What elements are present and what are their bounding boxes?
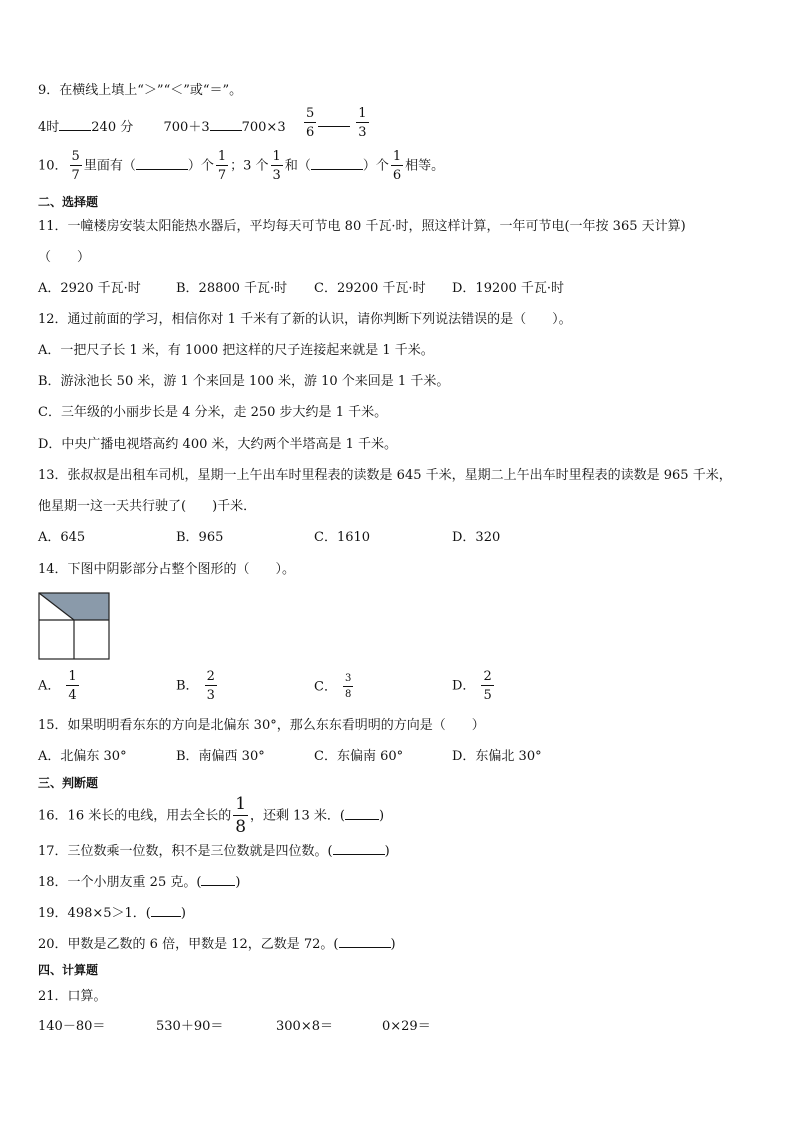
answer-blank[interactable] <box>136 158 188 170</box>
q10-text: ；3 个 <box>230 158 269 174</box>
answer-blank[interactable] <box>345 808 379 820</box>
option-d[interactable]: D．东偏北 30° <box>452 749 542 764</box>
q16-text: ) <box>378 808 385 824</box>
question-17 <box>38 843 390 860</box>
fraction-5-7: $\frac{5}{7}$ <box>71 149 80 183</box>
answer-blank[interactable] <box>311 158 363 170</box>
fraction-1-6: $\frac{1}{6}$ <box>392 149 402 183</box>
option-b[interactable]: B．游泳池长 50 米，游 1 个来回是 100 米，游 10 个来回是 1 千米。 <box>38 374 450 389</box>
calc-item[interactable]: 300×8＝ <box>276 1019 333 1034</box>
option-c[interactable] <box>314 674 355 700</box>
q10-text: ）个 <box>187 158 214 174</box>
fraction-1-4: $\frac{1}{4}$ <box>68 669 77 703</box>
q10-number: 10． <box>38 158 68 174</box>
option-a[interactable] <box>38 670 81 702</box>
q9-item2-right: 700×3 <box>241 120 286 135</box>
question-15-stem: 15．如果明明看东东的方向是北偏东 30°，那么东东看明明的方向是（ ） <box>38 718 485 733</box>
option-c[interactable]: C．东偏南 60° <box>314 749 404 764</box>
option-b[interactable]: B．南偏西 30° <box>176 749 265 764</box>
question-10 <box>38 150 444 182</box>
q17-text: ) <box>384 844 390 859</box>
answer-blank[interactable] <box>151 905 181 917</box>
question-11-stem: 11．一幢楼房安装太阳能热水器后，平均每天可节电 80 千瓦·时，照这样计算，一年可节电(一年按 365 天计算) <box>38 219 686 234</box>
question-14-stem: 14．下图中阴影部分占整个图形的（ ）。 <box>38 562 296 577</box>
shaded-rectangle-figure <box>38 592 110 660</box>
fraction-2-3: $\frac{2}{3}$ <box>206 669 215 703</box>
question-12-stem: 12．通过前面的学习，相信你对 1 千米有了新的认识，请你判断下列说法错误的是（ ）。 <box>38 312 572 327</box>
answer-paren[interactable]: （ ） <box>38 250 91 265</box>
question-21-stem: 21．口算。 <box>38 989 107 1004</box>
question-19 <box>38 905 186 922</box>
fraction-5-6: $\frac{5}{6}$ <box>306 106 315 140</box>
section-heading-judge: 三、判断题 <box>38 776 99 790</box>
q9-item2-left: 700＋3 <box>163 120 210 135</box>
q9-item1-left: 4时 <box>38 120 60 135</box>
option-a[interactable]: A．645 <box>38 530 86 545</box>
option-b[interactable]: B．965 <box>176 530 224 545</box>
option-b[interactable]: B．28800 千瓦·时 <box>176 281 288 296</box>
question-20 <box>38 936 396 953</box>
option-label: D． <box>452 678 476 694</box>
option-c[interactable]: C．三年级的小丽步长是 4 分米，走 250 步大约是 1 千米。 <box>38 405 388 420</box>
q10-text: 相等。 <box>405 158 445 174</box>
option-d[interactable] <box>452 670 496 702</box>
option-d[interactable]: D．19200 千瓦·时 <box>452 281 565 296</box>
question-9-items <box>38 119 286 136</box>
question-18 <box>38 874 241 891</box>
option-a[interactable]: A．一把尺子长 1 米，有 1000 把这样的尺子连接起来就是 1 千米。 <box>38 343 434 358</box>
fraction-2-5: $\frac{2}{5}$ <box>483 669 492 703</box>
calc-item[interactable]: 140－80＝ <box>38 1019 106 1034</box>
question-16 <box>38 796 384 836</box>
fraction-3-8: $\frac{3}{8}$ <box>344 673 352 700</box>
q9-item1-right: 240 分 <box>91 120 134 135</box>
answer-blank[interactable] <box>318 115 350 127</box>
q10-text: ）个 <box>362 158 389 174</box>
section-heading-choice: 二、选择题 <box>38 195 99 209</box>
option-label: A． <box>38 678 61 694</box>
question-13-line1: 13．张叔叔是出租车司机，星期一上午出车时里程表的读数是 645 千米，星期二上午出车时里程表的读数是 965 千米， <box>38 468 732 483</box>
option-a[interactable]: A．2920 千瓦·时 <box>38 281 141 296</box>
option-d[interactable]: D．中央广播电视塔高约 400 米，大约两个半塔高是 1 千米。 <box>38 437 398 452</box>
answer-blank[interactable] <box>210 119 242 131</box>
fraction-1-7: $\frac{1}{7}$ <box>217 149 227 183</box>
q10-text: 里面有（ <box>83 158 136 174</box>
fraction-1-8: $\frac{1}{8}$ <box>235 794 247 837</box>
q20-text: 20．甲数是乙数的 6 倍，甲数是 12，乙数是 72。( <box>38 937 339 952</box>
option-c[interactable]: C．1610 <box>314 530 371 545</box>
option-d[interactable]: D．320 <box>452 530 501 545</box>
shaded-region <box>39 593 109 620</box>
q20-text: ) <box>390 937 396 952</box>
q19-text: 19．498×5＞1．( <box>38 906 151 921</box>
q18-text: ) <box>235 875 241 890</box>
q17-text: 17．三位数乘一位数，积不是三位数就是四位数。( <box>38 844 333 859</box>
q10-text: 和（ <box>284 158 311 174</box>
fraction-1-3: $\frac{1}{3}$ <box>358 106 367 140</box>
q18-text: 18．一个小朋友重 25 克。( <box>38 875 202 890</box>
calc-item[interactable]: 530＋90＝ <box>156 1019 224 1034</box>
q9-fraction-compare <box>298 107 371 139</box>
option-label: C． <box>314 679 337 695</box>
fraction-1-3: $\frac{1}{3}$ <box>272 149 281 183</box>
answer-blank[interactable] <box>333 843 385 855</box>
option-b[interactable] <box>176 670 219 702</box>
answer-blank[interactable] <box>339 936 391 948</box>
section-heading-calc: 四、计算题 <box>38 963 99 977</box>
option-a[interactable]: A．北偏东 30° <box>38 749 127 764</box>
answer-blank[interactable] <box>201 874 235 886</box>
question-9-stem: 9．在横线上填上“＞”“＜”或“＝”。 <box>38 83 243 98</box>
q16-text: ，还剩 13 米．( <box>250 808 345 824</box>
q19-text: ) <box>180 906 186 921</box>
answer-blank[interactable] <box>59 119 91 131</box>
calc-item[interactable]: 0×29＝ <box>382 1019 431 1034</box>
option-label: B． <box>176 678 199 694</box>
question-13-line2: 他星期一这一天共行驶了( )千米． <box>38 499 257 514</box>
option-c[interactable]: C．29200 千瓦·时 <box>314 281 426 296</box>
q16-text: 16．16 米长的电线，用去全长的 <box>38 808 232 824</box>
